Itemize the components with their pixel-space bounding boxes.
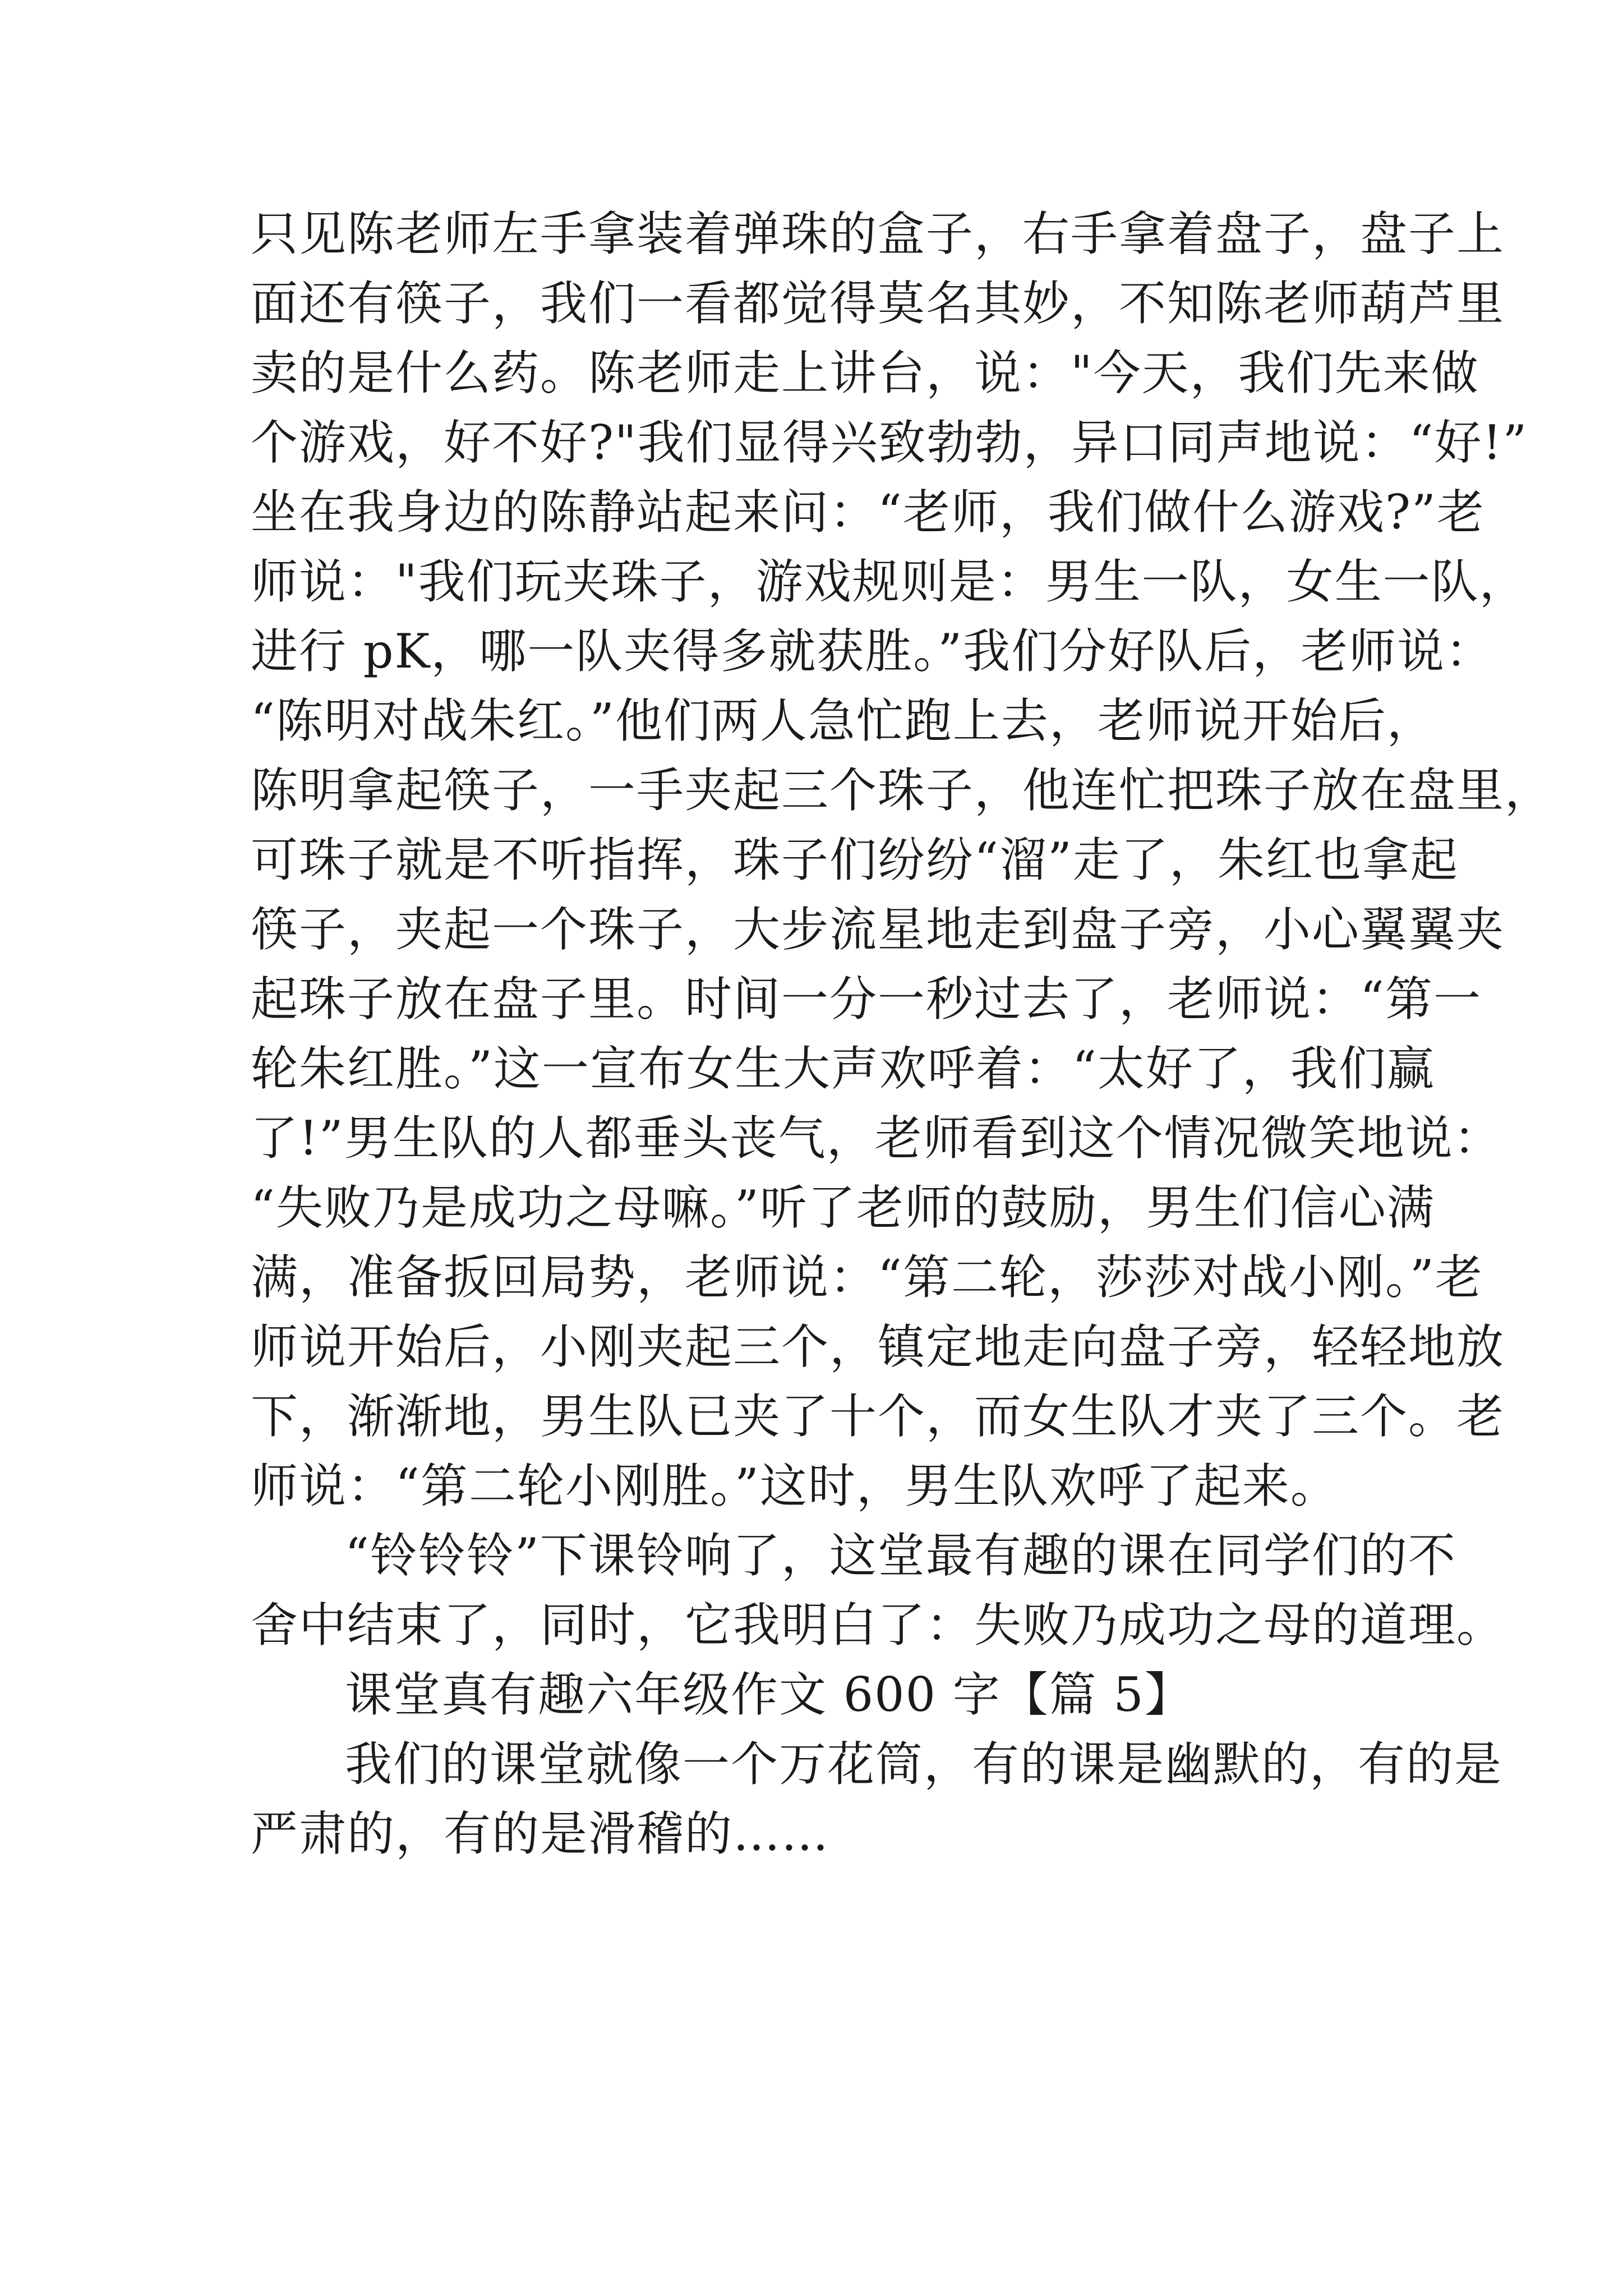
text-line: 师说："我们玩夹珠子，游戏规则是：男生一队，女生一队， (251, 554, 1528, 609)
text-line: 个游戏，好不好?"我们显得兴致勃勃，异口同声地说：“好!” (251, 415, 1528, 470)
text-line: 严肃的，有的是滑稽的…… (251, 1806, 830, 1861)
text-line: 筷子，夹起一个珠子，大步流星地走到盘子旁，小心翼翼夹 (251, 902, 1505, 957)
text-line: 坐在我身边的陈静站起来问：“老师，我们做什么游戏?”老 (251, 485, 1485, 540)
text-line: 了!”男生队的人都垂头丧气，老师看到这个情况微笑地说： (251, 1111, 1502, 1166)
text-line: “陈明对战朱红。”他们两人急忙跑上去，老师说开始后， (251, 693, 1435, 748)
text-line: 可珠子就是不听指挥，珠子们纷纷“溜”走了，朱红也拿起 (251, 832, 1459, 887)
text-line: 卖的是什么药。陈老师走上讲台，说："今天，我们先来做 (251, 346, 1479, 401)
text-line: 轮朱红胜。”这一宣布女生大声欢呼着：“太好了，我们赢 (251, 1041, 1435, 1096)
text-line: 师说开始后，小刚夹起三个，镇定地走向盘子旁，轻轻地放 (251, 1319, 1505, 1374)
text-line: 师说：“第二轮小刚胜。”这时，男生队欢呼了起来。 (251, 1458, 1339, 1513)
paragraph-start-line: 我们的课堂就像一个万花筒，有的课是幽默的，有的是 (345, 1737, 1503, 1792)
text-line: 下，渐渐地，男生队已夹了十个，而女生队才夹了三个。老 (251, 1389, 1505, 1444)
text-line: 满，准备扳回局势，老师说：“第二轮，莎莎对战小刚。”老 (251, 1250, 1483, 1305)
text-line: 面还有筷子，我们一看都觉得莫名其妙，不知陈老师葫芦里 (251, 276, 1505, 331)
text-line: 进行 pK，哪一队夹得多就获胜。”我们分好队后，老师说： (251, 624, 1494, 679)
text-line: 只见陈老师左手拿装着弹珠的盒子，右手拿着盘子，盘子上 (251, 206, 1505, 261)
paragraph-start-line: “铃铃铃”下课铃响了，这堂最有趣的课在同学们的不 (345, 1528, 1456, 1583)
section-heading: 课堂真有趣六年级作文 600 字【篇 5】 (345, 1667, 1193, 1722)
text-line: 舍中结束了，同时，它我明白了：失败乃成功之母的道理。 (251, 1598, 1505, 1653)
document-body (251, 199, 1553, 1869)
text-line: “失败乃是成功之母嘛。”听了老师的鼓励，男生们信心满 (251, 1180, 1435, 1235)
text-line: 陈明拿起筷子，一手夹起三个珠子，他连忙把珠子放在盘里， (251, 763, 1553, 818)
text-line: 起珠子放在盘子里。时间一分一秒过去了，老师说：“第一 (251, 972, 1482, 1027)
